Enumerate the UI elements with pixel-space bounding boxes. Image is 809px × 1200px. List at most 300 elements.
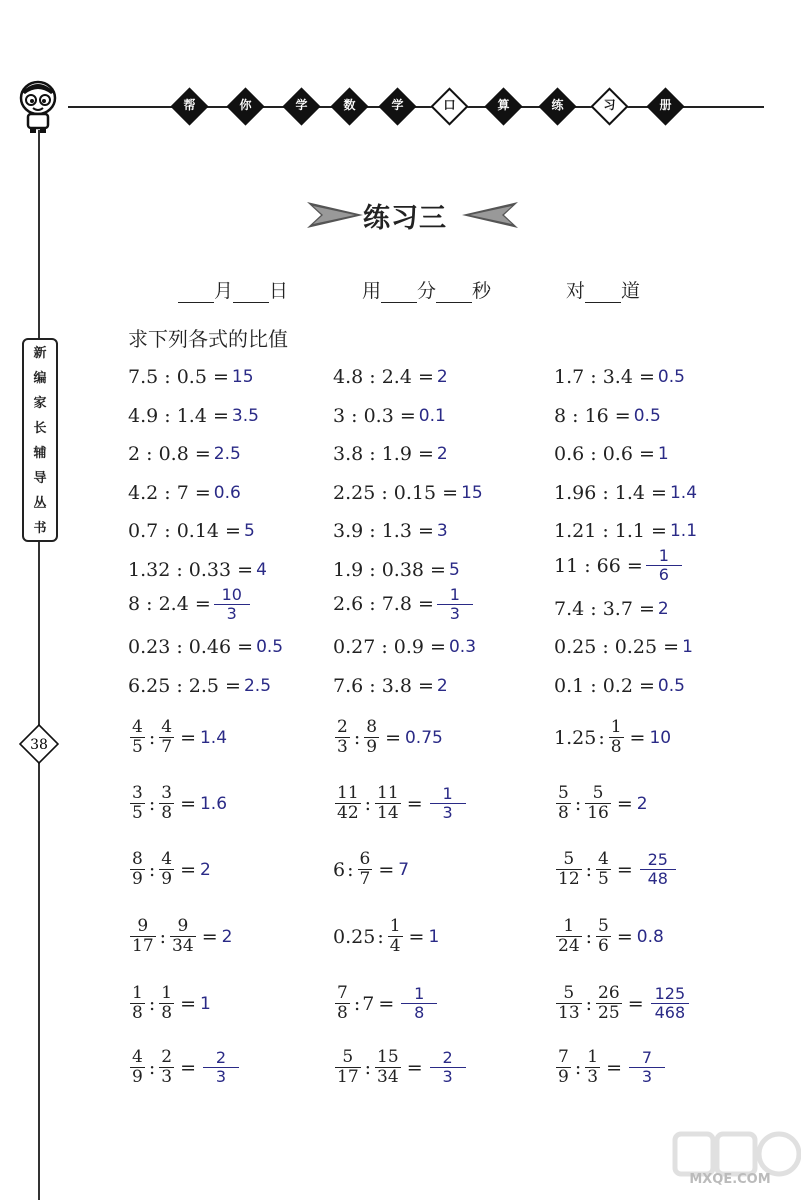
operand: 6 — [333, 858, 346, 881]
book-title-char: 丛 — [33, 496, 47, 511]
denominator: 7 — [161, 737, 173, 758]
numerator: 3 — [132, 783, 143, 803]
instruction: 求下列各式的比值 — [128, 327, 288, 351]
minutes-blank[interactable] — [381, 284, 417, 303]
denominator: 12 — [558, 869, 580, 890]
denominator: 8 — [161, 803, 173, 824]
equals-sign: = — [385, 726, 401, 749]
denominator: 9 — [558, 1067, 569, 1088]
answer: 7 — [398, 859, 410, 880]
denominator: 3 — [587, 1067, 599, 1088]
equals-sign: = — [408, 925, 425, 948]
month-blank[interactable] — [178, 284, 214, 303]
answer: 1.1 — [669, 521, 698, 542]
equals-sign: = — [201, 925, 218, 948]
equals-sign: = — [406, 792, 423, 815]
denominator: 5 — [132, 737, 143, 758]
answer: 15 — [231, 367, 254, 387]
ratio-colon: : — [148, 992, 156, 1015]
expression: 0.1 : 0.2 = — [554, 674, 655, 697]
problem — [554, 520, 697, 542]
answer-fraction — [640, 851, 676, 888]
book-title-char: 新 — [33, 346, 47, 361]
problem — [128, 850, 211, 889]
expression: 1.32 : 0.33 = — [128, 559, 254, 581]
equals-sign: = — [180, 858, 196, 881]
equals-sign: = — [606, 1056, 622, 1079]
expression: 2.6 : 7.8 = — [333, 593, 434, 616]
operand-fraction — [335, 984, 350, 1023]
time-field: 用 分 秒 — [362, 280, 492, 302]
expression: 3.8 : 1.9 = — [333, 443, 434, 466]
problem — [128, 917, 232, 956]
numerator: 7 — [558, 1047, 569, 1067]
operand-fraction — [585, 1048, 600, 1087]
expression: 0.23 : 0.46 = — [128, 636, 254, 659]
equals-sign: = — [180, 1056, 196, 1079]
denominator: 17 — [337, 1067, 359, 1088]
ratio-colon: : — [353, 726, 361, 749]
mascot-icon — [16, 78, 62, 134]
correct-blank[interactable] — [585, 284, 621, 303]
problem — [128, 520, 255, 542]
header-series-char: 册 — [659, 98, 672, 112]
operand-fraction — [335, 718, 350, 757]
answer: 0.1 — [418, 405, 446, 426]
title-arrow-right-icon — [460, 200, 520, 230]
header-series-char: 练 — [551, 98, 564, 112]
operand-fraction — [596, 984, 622, 1023]
expression: 0.7 : 0.14 = — [128, 520, 241, 543]
expression: 2.25 : 0.15 = — [333, 481, 459, 504]
operand: 7 — [362, 992, 375, 1015]
answer-numerator: 1 — [414, 984, 425, 1003]
denominator: 8 — [610, 737, 622, 758]
expression: 4.8 : 2.4 = — [333, 366, 434, 388]
problem — [554, 850, 676, 889]
problem — [554, 984, 689, 1023]
operand-fraction — [130, 850, 145, 889]
problem — [128, 675, 271, 697]
problem — [128, 784, 227, 823]
numerator: 15 — [377, 1047, 399, 1067]
equals-sign: = — [378, 858, 395, 881]
problem — [554, 547, 682, 584]
denominator: 8 — [132, 1003, 143, 1024]
answer: 0.5 — [256, 637, 284, 658]
equals-sign: = — [180, 792, 196, 815]
answer: 10 — [649, 727, 672, 748]
answer: 2.5 — [213, 444, 241, 465]
operand-fraction — [596, 850, 611, 889]
numerator: 1 — [161, 983, 173, 1003]
operand-fraction — [596, 917, 611, 956]
answer-numerator: 25 — [647, 850, 668, 869]
operand-fraction — [375, 1048, 401, 1087]
answer-denominator: 3 — [449, 603, 460, 623]
problem — [128, 586, 250, 623]
denominator: 8 — [558, 803, 569, 824]
ratio-colon: : — [353, 992, 361, 1015]
date-field: 月 日 — [178, 276, 288, 303]
answer: 1 — [657, 444, 669, 465]
answer: 15 — [461, 482, 483, 503]
denominator: 9 — [161, 869, 173, 890]
operand-fraction — [335, 784, 361, 823]
operand-fraction — [130, 917, 156, 956]
book-title-char: 编 — [33, 371, 47, 386]
numerator: 11 — [337, 783, 359, 803]
ratio-colon: : — [364, 1056, 372, 1079]
numerator: 2 — [161, 1047, 173, 1067]
problem — [128, 1048, 239, 1087]
problem — [128, 366, 254, 388]
answer-denominator: 8 — [414, 1003, 425, 1023]
answer: 0.8 — [636, 926, 664, 947]
numerator: 4 — [598, 849, 609, 869]
numerator: 1 — [563, 916, 575, 936]
problem — [333, 850, 409, 889]
numerator: 5 — [563, 983, 575, 1003]
answer: 2.5 — [243, 675, 272, 696]
operand-fraction — [130, 718, 145, 757]
problem — [333, 366, 448, 388]
header-series-char: 帮 — [183, 98, 196, 112]
operand-fraction — [556, 917, 582, 956]
answer: 5 — [448, 560, 460, 580]
answer-denominator: 3 — [226, 603, 237, 623]
operand-fraction — [556, 1048, 571, 1087]
score-field: 对 道 — [566, 280, 641, 302]
operand-fraction — [609, 718, 624, 757]
operand: 0.25 — [333, 925, 376, 948]
header-series-char: 口 — [443, 98, 456, 112]
expression: 0.25 : 0.25 = — [554, 636, 680, 659]
ratio-colon: : — [347, 858, 354, 881]
denominator: 17 — [132, 936, 154, 957]
numerator: 5 — [563, 849, 575, 869]
problem — [128, 405, 259, 427]
numerator: 4 — [161, 717, 173, 737]
denominator: 3 — [161, 1067, 173, 1088]
answer-fraction — [437, 586, 473, 623]
answer: 0.6 — [213, 482, 241, 503]
problem — [554, 784, 648, 823]
answer: 2 — [657, 598, 669, 619]
ratio-colon: : — [148, 792, 156, 815]
expression: 1.7 : 3.4 = — [554, 366, 655, 388]
equals-sign: = — [378, 992, 395, 1015]
expression: 1.9 : 0.38 = — [333, 559, 446, 581]
problem — [554, 366, 685, 388]
problem — [128, 984, 211, 1023]
numerator: 4 — [161, 849, 173, 869]
problem — [554, 675, 685, 697]
operand-fraction — [159, 1048, 174, 1087]
book-series-label — [22, 338, 58, 542]
answer-denominator: 3 — [442, 1067, 453, 1087]
numerator: 3 — [161, 783, 173, 803]
problem — [333, 917, 439, 956]
answer: 2 — [199, 859, 211, 880]
answer: 2 — [436, 367, 448, 387]
numerator: 7 — [337, 983, 348, 1003]
answer-denominator: 3 — [442, 803, 453, 823]
expression: 0.27 : 0.9 = — [333, 636, 446, 659]
problem — [333, 984, 437, 1023]
problem — [128, 636, 283, 658]
book-title-char: 长 — [33, 421, 47, 436]
header-series-char: 学 — [391, 98, 404, 112]
answer-numerator: 1 — [449, 584, 460, 604]
expression: 11 : 66 = — [554, 554, 643, 577]
equals-sign: = — [406, 1056, 423, 1079]
denominator: 25 — [598, 1003, 620, 1024]
answer-fraction — [651, 985, 690, 1022]
day-blank[interactable] — [233, 284, 269, 303]
book-title-char: 辅 — [33, 446, 47, 461]
numerator: 8 — [366, 717, 378, 737]
expression: 1.96 : 1.4 = — [554, 481, 667, 504]
answer-numerator: 2 — [215, 1048, 227, 1067]
operand-fraction — [159, 718, 174, 757]
problem — [554, 636, 693, 658]
operand-fraction — [159, 984, 174, 1023]
ratio-colon: : — [364, 792, 372, 815]
answer-denominator: 48 — [647, 869, 668, 889]
header-series-char: 算 — [497, 98, 510, 112]
numerator: 1 — [610, 717, 622, 737]
denominator: 6 — [598, 936, 609, 957]
denominator: 4 — [389, 936, 401, 957]
problem — [333, 1048, 466, 1087]
answer-numerator: 10 — [221, 584, 242, 604]
answer-fraction — [401, 985, 437, 1022]
numerator: 1 — [587, 1047, 599, 1067]
problem — [128, 482, 241, 504]
ratio-colon: : — [148, 858, 156, 881]
answer: 0.5 — [633, 405, 661, 426]
expression: 7.4 : 3.7 = — [554, 597, 655, 620]
answer-fraction — [430, 1049, 466, 1086]
denominator: 13 — [558, 1003, 580, 1024]
operand-fraction — [170, 917, 196, 956]
problem — [333, 675, 448, 697]
operand-fraction — [159, 784, 174, 823]
problem — [128, 559, 267, 581]
problem — [333, 520, 448, 542]
ratio-colon: : — [585, 925, 593, 948]
answer-numerator: 7 — [641, 1048, 653, 1067]
problem — [554, 598, 669, 620]
side-rule — [38, 130, 40, 1200]
denominator: 8 — [337, 1003, 348, 1024]
problem — [554, 917, 664, 956]
answer: 2 — [436, 444, 448, 465]
expression: 7.5 : 0.5 = — [128, 366, 229, 388]
expression: 1.21 : 1.1 = — [554, 520, 667, 543]
answer: 3 — [436, 521, 448, 542]
answer: 2 — [636, 793, 648, 814]
header-series-char: 学 — [295, 98, 308, 112]
book-title-char: 书 — [33, 521, 47, 536]
operand-fraction — [585, 784, 611, 823]
numerator: 8 — [132, 849, 143, 869]
ratio-colon: : — [377, 925, 384, 948]
operand: 1.25 — [554, 726, 597, 749]
problem — [128, 718, 227, 757]
equals-sign: = — [629, 726, 646, 749]
ratio-colon: : — [148, 726, 156, 749]
numerator: 5 — [592, 783, 604, 803]
answer-denominator: 468 — [654, 1003, 686, 1023]
problem — [333, 784, 466, 823]
denominator: 9 — [132, 1067, 143, 1088]
equals-sign: = — [616, 792, 633, 815]
numerator: 1 — [132, 983, 143, 1003]
expression: 0.6 : 0.6 = — [554, 443, 655, 466]
answer: 0.75 — [404, 727, 443, 748]
answer: 0.3 — [448, 637, 477, 658]
operand-fraction — [375, 784, 401, 823]
denominator: 9 — [366, 737, 378, 758]
problem — [333, 482, 483, 504]
expression: 6.25 : 2.5 = — [128, 674, 241, 697]
page-number — [19, 724, 59, 764]
numerator: 9 — [177, 916, 189, 936]
ratio-colon: : — [574, 792, 582, 815]
answer: 1.4 — [669, 482, 698, 503]
denominator: 7 — [359, 869, 371, 890]
problem — [333, 586, 473, 623]
problem — [333, 443, 448, 465]
denominator: 8 — [161, 1003, 173, 1024]
answer: 4 — [256, 560, 267, 580]
numerator: 9 — [137, 916, 149, 936]
answer: 1 — [682, 637, 693, 658]
problem — [554, 405, 661, 427]
ratio-colon: : — [585, 992, 593, 1015]
problem — [333, 559, 460, 581]
svg-text:38: 38 — [30, 737, 48, 753]
denominator: 24 — [558, 936, 580, 957]
ratio-colon: : — [574, 1056, 582, 1079]
equals-sign: = — [616, 925, 633, 948]
problem — [554, 443, 669, 465]
numerator: 2 — [337, 717, 348, 737]
answer-numerator: 2 — [442, 1048, 453, 1067]
answer-fraction — [214, 586, 250, 623]
denominator: 9 — [132, 869, 143, 890]
operand-fraction — [159, 850, 174, 889]
expression: 8 : 16 = — [554, 404, 631, 427]
numerator: 5 — [342, 1047, 354, 1067]
answer: 0.5 — [657, 675, 685, 696]
numerator: 5 — [598, 916, 609, 936]
answer-denominator: 3 — [641, 1067, 653, 1087]
operand-fraction — [556, 850, 582, 889]
answer-numerator: 1 — [442, 784, 453, 803]
numerator: 1 — [389, 916, 401, 936]
problem — [333, 718, 443, 757]
answer: 3.5 — [231, 405, 259, 426]
expression: 4.2 : 7 = — [128, 481, 211, 504]
operand-fraction — [556, 784, 571, 823]
book-title-char: 导 — [33, 471, 47, 486]
ratio-colon: : — [585, 858, 593, 881]
problem — [554, 718, 671, 757]
expression: 8 : 2.4 = — [128, 593, 211, 616]
answer-denominator: 6 — [658, 565, 669, 585]
page-title: 练习三 — [363, 203, 447, 234]
expression: 4.9 : 1.4 = — [128, 404, 229, 427]
answer: 2 — [221, 926, 233, 947]
operand-fraction — [556, 984, 582, 1023]
expression: 2 : 0.8 = — [128, 443, 211, 466]
problem — [333, 405, 446, 427]
operand-fraction — [335, 1048, 361, 1087]
denominator: 14 — [377, 803, 399, 824]
seconds-blank[interactable] — [436, 284, 472, 303]
answer: 1 — [428, 926, 440, 947]
denominator: 42 — [337, 803, 359, 824]
ratio-colon: : — [159, 925, 167, 948]
answer-fraction — [629, 1049, 665, 1086]
header-series-char: 你 — [239, 98, 252, 112]
answer-numerator: 1 — [658, 546, 669, 565]
operand-fraction — [130, 1048, 145, 1087]
answer-fraction — [203, 1049, 239, 1086]
numerator: 5 — [558, 783, 569, 803]
answer: 2 — [436, 675, 448, 696]
ratio-colon: : — [148, 1056, 156, 1079]
answer: 0.5 — [657, 367, 685, 387]
book-title-char: 家 — [33, 396, 47, 411]
problem — [333, 636, 476, 658]
numerator: 26 — [598, 983, 620, 1003]
answer-denominator: 3 — [215, 1067, 227, 1087]
equals-sign: = — [616, 858, 633, 881]
numerator: 4 — [132, 717, 143, 737]
operand-fraction — [364, 718, 379, 757]
answer-fraction — [430, 785, 466, 822]
answer-fraction — [646, 547, 682, 584]
equals-sign: = — [180, 992, 196, 1015]
watermark-text: MXQE.COM — [689, 1172, 771, 1187]
denominator: 16 — [587, 803, 609, 824]
operand-fraction — [130, 784, 145, 823]
operand-fraction — [388, 917, 403, 956]
answer: 1 — [199, 993, 211, 1014]
expression: 3 : 0.3 = — [333, 404, 416, 427]
problem — [554, 482, 697, 504]
denominator: 3 — [337, 737, 348, 758]
answer: 1.4 — [199, 727, 228, 748]
ratio-colon: : — [598, 726, 605, 749]
numerator: 11 — [377, 783, 399, 803]
denominator: 5 — [598, 869, 609, 890]
numerator: 6 — [359, 849, 371, 869]
numerator: 4 — [132, 1047, 143, 1067]
answer: 5 — [243, 521, 255, 542]
answer-numerator: 125 — [654, 984, 686, 1003]
equals-sign: = — [180, 726, 196, 749]
denominator: 34 — [377, 1067, 399, 1088]
denominator: 34 — [172, 936, 194, 957]
equals-sign: = — [627, 992, 644, 1015]
expression: 7.6 : 3.8 = — [333, 674, 434, 697]
answer: 1.6 — [199, 793, 228, 814]
